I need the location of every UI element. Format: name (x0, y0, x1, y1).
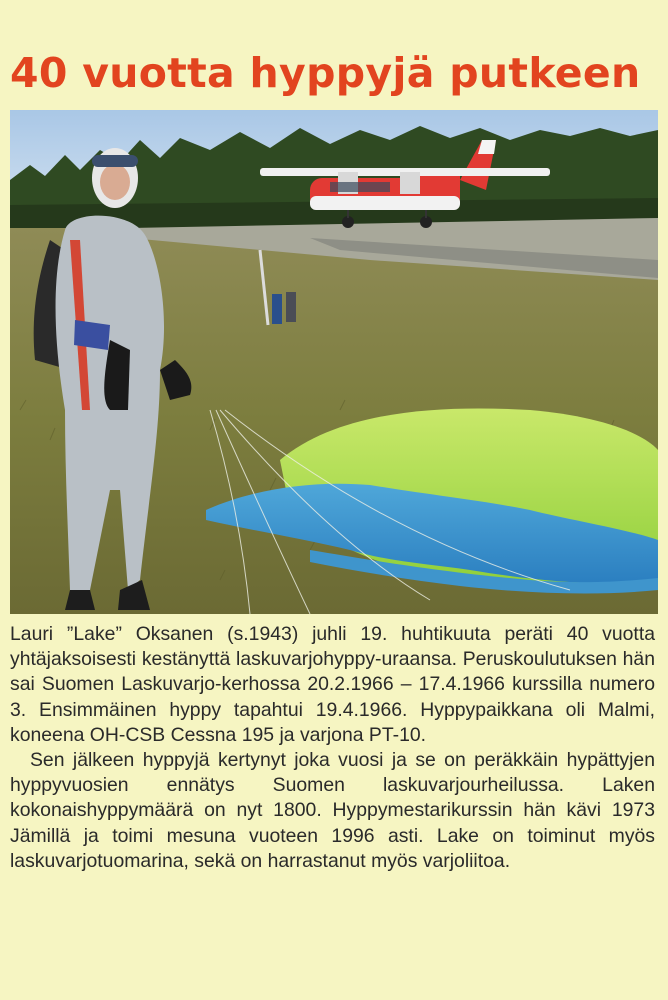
article-title: 40 vuotta hyppyjä putkeen (10, 49, 641, 98)
article-paragraph: Lauri ”Lake” Oksanen (s.1943) juhli 19. huhtikuuta peräti 40 vuotta yhtäjaksoisesti kestänyttä laskuvarjohyppy-uraansa. Peruskoulutuksen hän sai Suomen Laskuvarjo-kerhossa 20.2.1966 – 17.4.1966 kurssilla numero 3. Ensimmäinen hyppy tapahtui 19.4.1966. Hyppypaikkana oli Malmi, koneena OH-CSB Cessna 195 ja varjona PT-10. (10, 623, 655, 746)
article-paragraph: Sen jälkeen hyppyjä kertynyt joka vuosi ja se on peräkkäin hypättyjen hyppyvuosien ennätys Suomen laskuvarjourheilussa. Laken kokonaishyppymäärä on nyt 1800. Hyppymestarikurssin hän kävi 1973 Jämillä ja toimi mesuna vuoteen 1996 asti. Lake on toiminut myös laskuvarjotuomarina, sekä on harrastanut myös varjoliitoa. (10, 749, 655, 872)
article-photo (10, 110, 658, 614)
article-body (10, 622, 655, 874)
